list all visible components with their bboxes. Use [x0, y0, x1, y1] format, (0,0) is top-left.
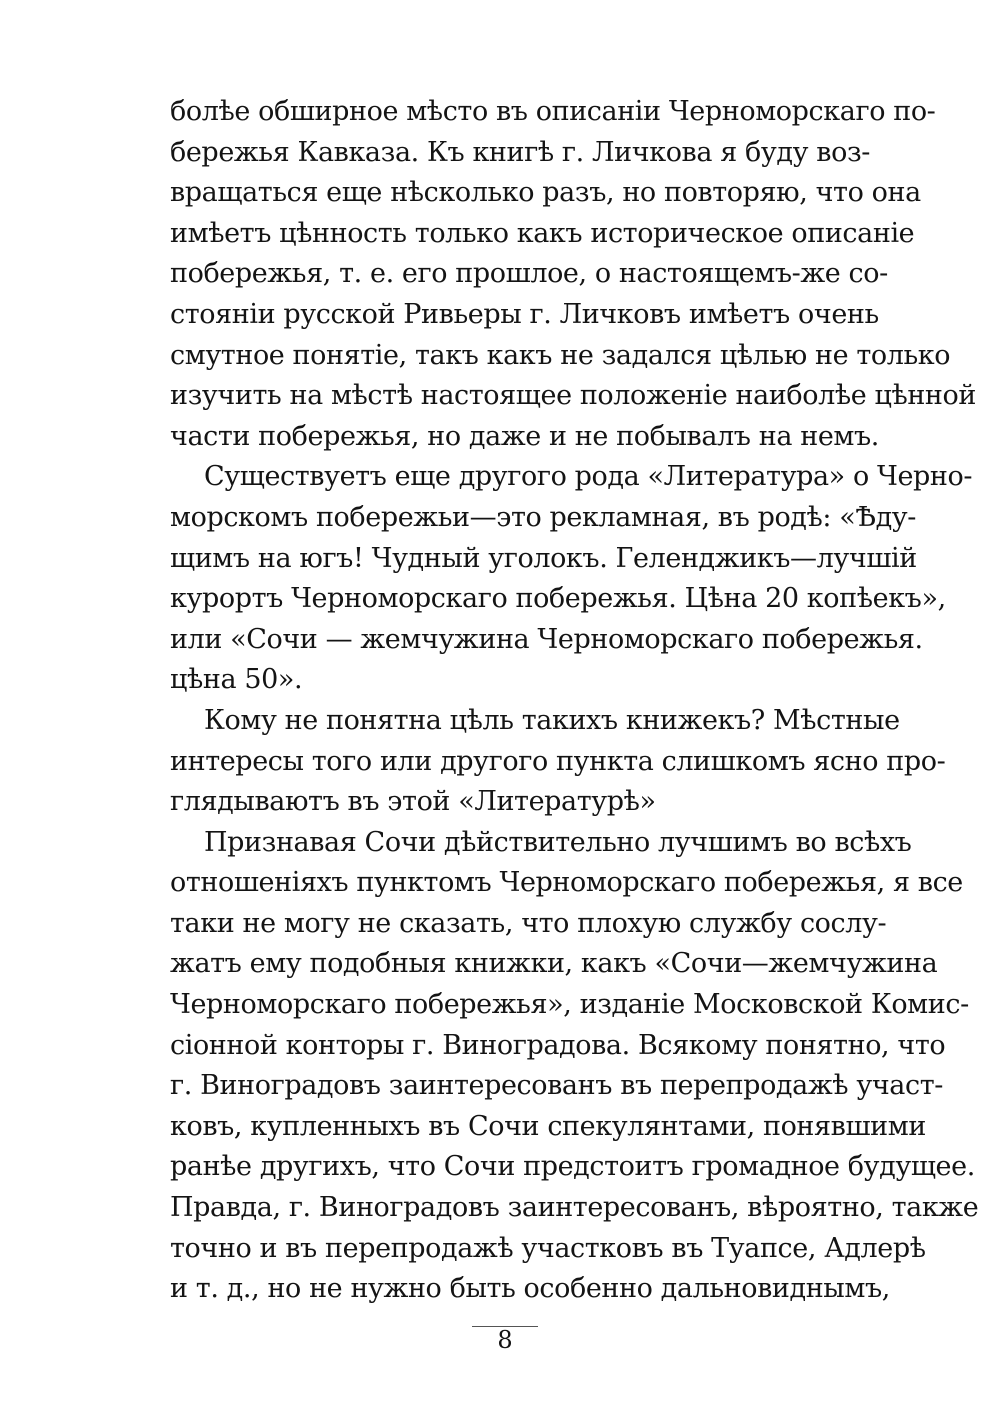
paragraph [170, 701, 946, 823]
text-line: отношенiяхъ пунктомъ Черноморскаго побережья, я все [170, 867, 963, 899]
paragraph [170, 457, 973, 701]
text-line: болѣе обширное мѣсто въ описанiи Черноморскаго по- [170, 96, 936, 127]
text-line: глядываютъ въ этой «Литературѣ» [170, 786, 656, 818]
text-line: ковъ, купленныхъ въ Сочи спекулянтами, понявшими [170, 1110, 926, 1142]
text-line: бережья Кавказа. Къ книгѣ г. Личкова я буду воз- [170, 136, 870, 168]
text-line: точно и въ перепродажѣ участковъ въ Туапсе, Адлерѣ [170, 1232, 926, 1264]
paragraph [170, 92, 976, 457]
text-line: цѣна 50». [170, 664, 303, 696]
text-line: интересы того или другого пункта слишкомъ ясно про- [170, 745, 946, 777]
text-line: Черноморскаго побережья», изданiе Московской Комис- [170, 989, 969, 1021]
text-line: ранѣе другихъ, что Сочи предстоитъ громадное будущее. [170, 1151, 975, 1183]
text-line: Существуетъ еще другого рода «Литература» о Черно- [204, 461, 973, 493]
text-line: стоянiи русской Ривьеры г. Личковъ имѣетъ очень [170, 298, 879, 330]
text-line: таки не могу не сказать, что плохую службу сослу- [170, 907, 887, 939]
text-line: Правда, г. Виноградовъ заинтересованъ, вѣроятно, также [170, 1192, 979, 1224]
text-line: вращаться еще нѣсколько разъ, но повторяю, что она [170, 177, 921, 209]
text-line: Признавая Сочи дѣйствительно лучшимъ во всѣхъ [204, 826, 912, 858]
text-line: и т. д., но не нужно быть особенно дальновиднымъ, [170, 1273, 890, 1305]
text-line: курортъ Черноморскаго побережья. Цѣна 20 копѣекъ», [170, 583, 946, 615]
body-text [170, 92, 979, 1310]
text-line: части побережья, но даже и не побывалъ на немъ. [170, 420, 879, 452]
text-line: изучить на мѣстѣ настоящее положенiе наиболѣе цѣнной [170, 380, 976, 412]
text-line: Кому не понятна цѣль такихъ книжекъ? Мѣстные [204, 704, 900, 736]
text-line: или «Сочи — жемчужина Черноморскаго побережья. [170, 623, 923, 655]
text-line: щимъ на югъ! Чудный уголокъ. Геленджикъ—лучшiй [170, 542, 917, 574]
page-number: 8 [497, 1326, 513, 1354]
text-line: морскомъ побережьи—это рекламная, въ родѣ: «Ѣду- [170, 501, 917, 533]
text-line: сiонной конторы г. Виноградова. Всякому понятно, что [170, 1029, 946, 1061]
text-line: имѣетъ цѣнность только какъ историческое описанiе [170, 217, 915, 249]
text-line: жатъ ему подобныя книжки, какъ «Сочи—жемчужина [170, 948, 938, 980]
text-line: побережья, т. е. его прошлое, о настоящемъ-же со- [170, 258, 888, 290]
text-line: смутное понятiе, такъ какъ не задался цѣлью не только [170, 339, 951, 371]
text-line: г. Виноградовъ заинтересованъ въ перепродажѣ участ- [170, 1070, 943, 1102]
paragraph [170, 823, 979, 1310]
